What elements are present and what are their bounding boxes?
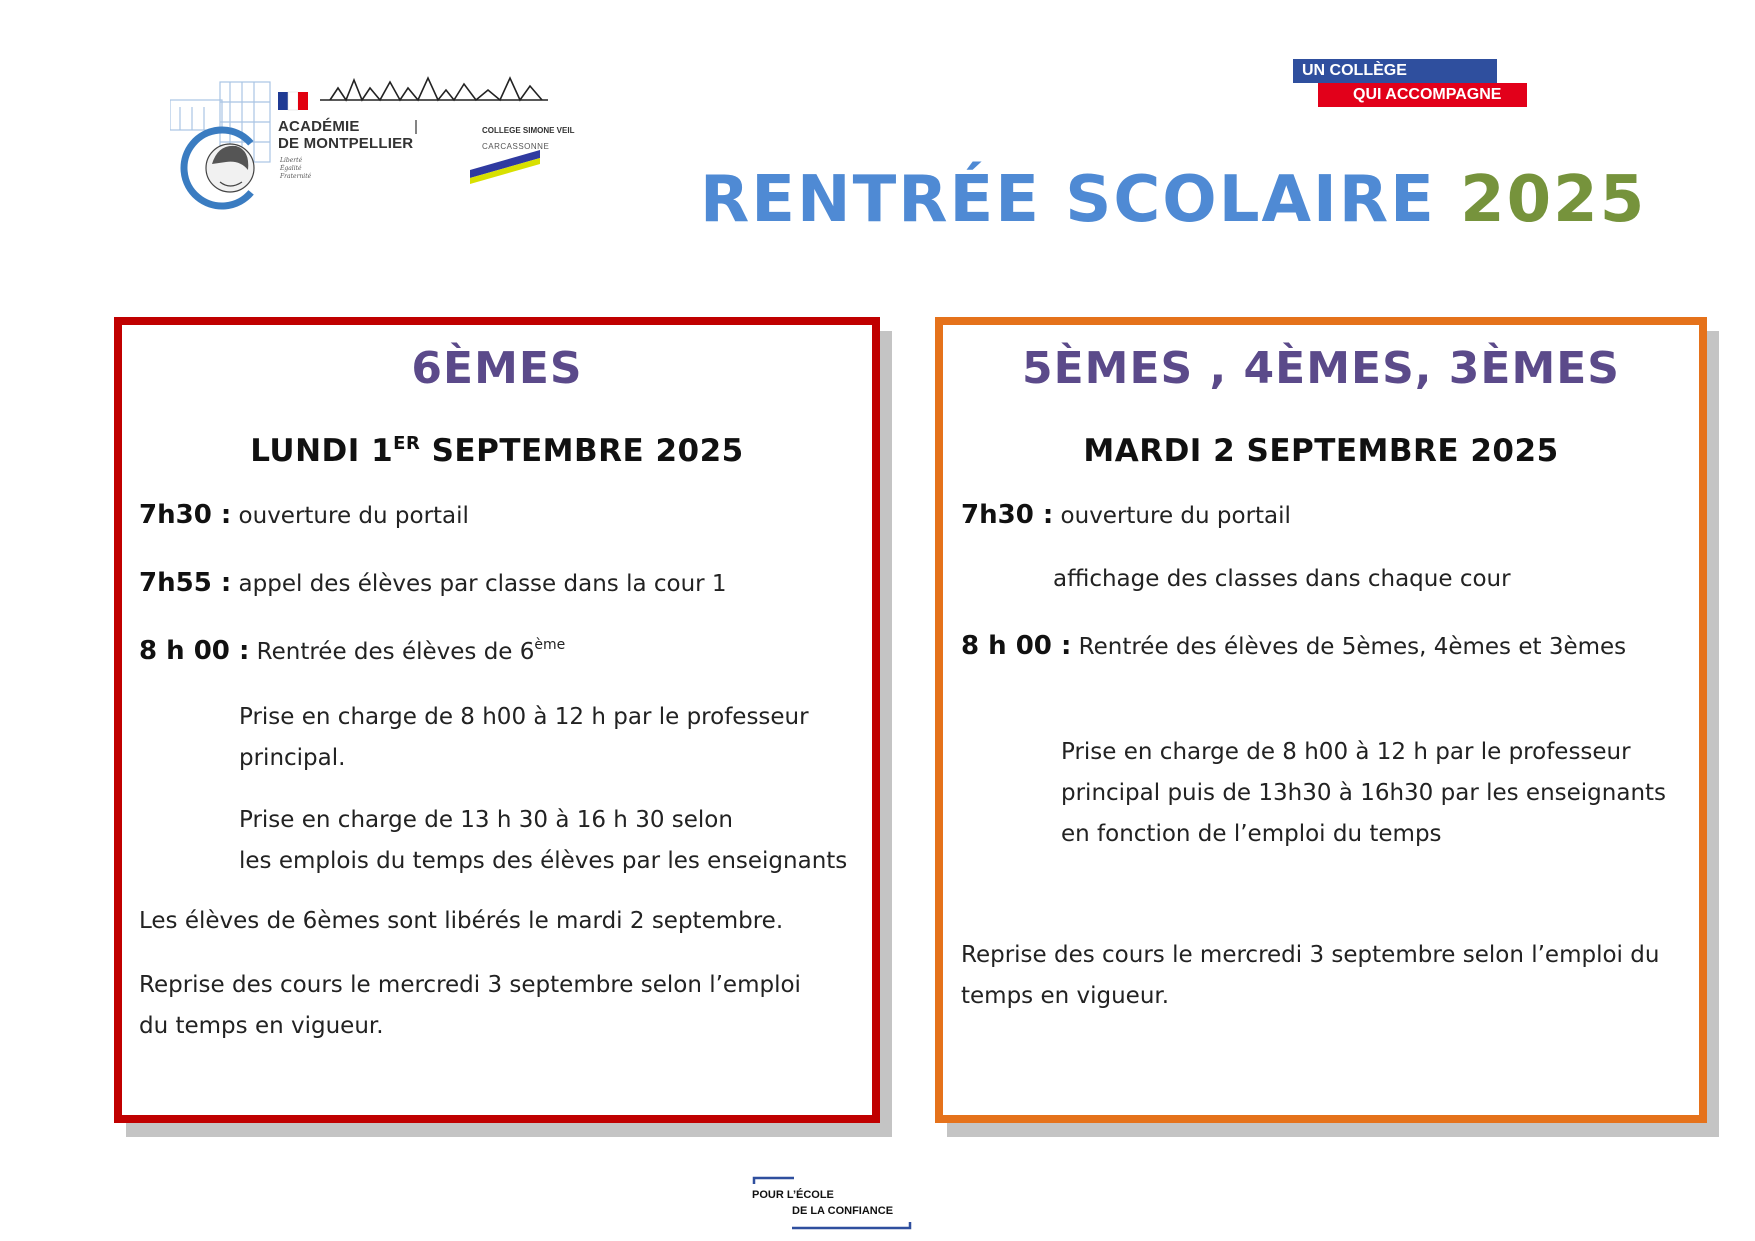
schedule-text: appel des élèves par classe dans la cour 1 [231,571,727,597]
academie-motto: Liberté Égalité Fraternité [280,157,312,180]
panel-heading: 5ÈMES , 4ÈMES, 3ÈMES [1022,343,1620,394]
schedule-paragraph: Reprise des cours le mercredi 3 septembre selon l’emploi du temps en vigueur. [961,942,1660,1009]
badge-line-2: QUI ACCOMPAGNE [1318,83,1527,107]
schedule-text: Rentrée des élèves de 5èmes, 4èmes et 3èmes [1071,634,1627,660]
date-superscript: ER [393,433,421,454]
schedule-paragraph: Reprise des cours le mercredi 3 septembre selon l’emploi du temps en vigueur. [139,972,801,1039]
panel-date: MARDI 2 SEPTEMBRE 2025 [1083,433,1559,469]
college-city: CARCASSONNE [482,142,550,151]
panel-heading: 6ÈMES [411,343,583,394]
college-name: COLLEGE SIMONE VEIL [482,126,575,135]
panel-6emes [114,317,880,1123]
title-year: 2025 [1460,163,1647,237]
schedule-line [961,495,1291,537]
schedule-paragraph: Prise en charge de 8 h00 à 12 h par le professeur principal. [239,704,809,771]
title-words: RENTRÉE SCOLAIRE [700,163,1436,237]
schedule-line [139,563,727,605]
date-rest: SEPTEMBRE 2025 [420,433,744,469]
academie-logo [170,72,610,222]
schedule-text: ouverture du portail [231,503,469,529]
schedule-time: 8 h 00 : [139,636,250,666]
badge-line-1: UN COLLÈGE [1293,59,1497,83]
footer-line-2: DE LA CONFIANCE [792,1205,894,1217]
schedule-paragraph: Prise en charge de 8 h00 à 12 h par le professeur principal puis de 13h30 à 16h30 par les enseignants en fonction de l’emploi du temps [1061,739,1667,847]
schedule-time: 7h30 : [139,500,232,530]
panel-5emes-4emes-3emes [935,317,1707,1123]
academie-name: ACADÉMIE DE MONTPELLIER [278,118,414,152]
footer-line-1: POUR L’ÉCOLE [752,1189,834,1201]
date-main: LUNDI 1 [250,433,394,469]
footer-bracket-icon [752,1176,912,1232]
schedule-time: 8 h 00 : [961,631,1072,661]
schedule-line [139,495,469,537]
schedule-paragraph: Les élèves de 6èmes sont libérés le mardi 2 septembre. [139,908,784,934]
footer-logo [752,1176,912,1232]
schedule-text: ouverture du portail [1053,503,1291,529]
schedule-line [139,631,565,676]
schedule-superscript: ème [534,637,566,653]
panel-date [122,431,872,476]
schedule-paragraph: Prise en charge de 13 h 30 à 16 h 30 selon les emplois du temps des élèves par les enseignants [239,807,848,874]
schedule-text: affichage des classes dans chaque cour [1053,566,1511,592]
schedule-time: 7h55 : [139,568,232,598]
schedule-line [961,626,1626,668]
campaign-badge [1293,59,1527,107]
schedule-text: Rentrée des élèves de 6 [249,639,535,665]
schedule-time: 7h30 : [961,500,1054,530]
page-title [700,160,1647,240]
